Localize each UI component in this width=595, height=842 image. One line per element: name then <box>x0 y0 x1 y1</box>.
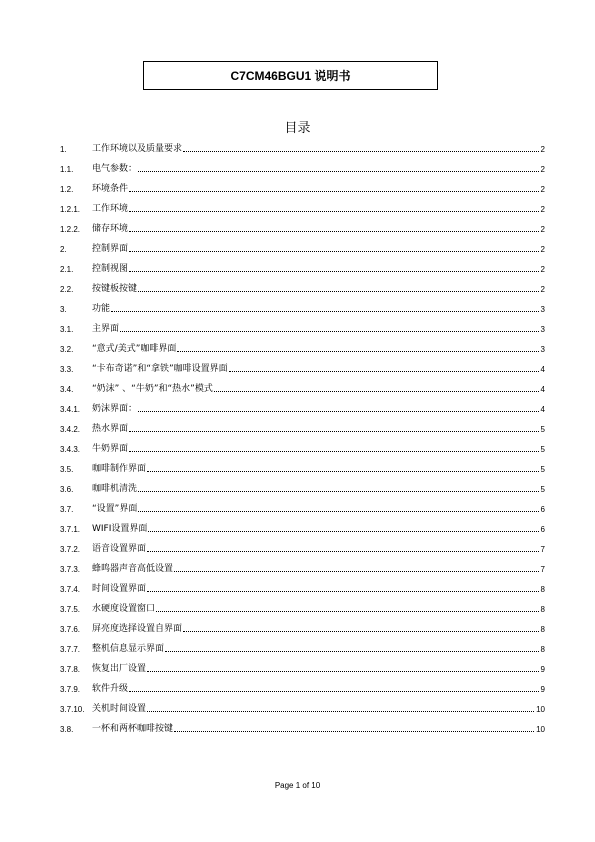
toc-dot-leader <box>156 610 539 612</box>
toc-entry-number: 3.7.9. <box>60 685 81 694</box>
toc-entry[interactable] <box>60 321 545 335</box>
toc-entry-page: 2 <box>540 265 545 274</box>
toc-entry-title: 关机时间设置 <box>92 704 147 714</box>
toc-entry-title: 主界面 <box>92 324 120 334</box>
toc-entry-page: 9 <box>540 685 545 694</box>
toc-entry[interactable] <box>60 461 545 475</box>
toc-entry-title: “奶沫” 、“牛奶”和“热水”模式 <box>92 384 213 394</box>
toc-entry-number: 1.2.1. <box>60 205 81 214</box>
toc-entry-number: 3.5. <box>60 465 74 474</box>
toc-entry-page: 5 <box>540 485 545 494</box>
toc-dot-leader <box>129 250 539 252</box>
toc-dot-leader <box>214 390 539 392</box>
toc-entry-number: 3.4.2. <box>60 425 81 434</box>
toc-entry-number: 3.7.3. <box>60 565 81 574</box>
toc-dot-leader <box>147 710 534 712</box>
toc-entry-title: 恢复出厂设置 <box>92 664 147 674</box>
toc-entry-page: 7 <box>540 565 545 574</box>
toc-dot-leader <box>129 430 539 432</box>
toc-entry-title: WIFI设置界面 <box>92 524 148 534</box>
toc-entry-title: 按键板按键 <box>92 284 138 294</box>
toc-entry-page: 6 <box>540 525 545 534</box>
toc-entry-page: 4 <box>540 365 545 374</box>
toc-dot-leader <box>147 670 539 672</box>
toc-entry-page: 3 <box>540 325 545 334</box>
toc-entry-number: 3.7.2. <box>60 545 81 554</box>
toc-dot-leader <box>120 330 539 332</box>
toc-dot-leader <box>147 470 539 472</box>
toc-entry[interactable] <box>60 201 545 215</box>
document-title: C7CM46BGU1 说明书 <box>143 61 438 90</box>
toc-entry[interactable] <box>60 521 545 535</box>
toc-heading: 目录 <box>284 121 311 136</box>
toc-entry-number: 1.1. <box>60 165 74 174</box>
toc-dot-leader <box>174 730 534 732</box>
toc-entry-number: 3.3. <box>60 365 74 374</box>
toc-dot-leader <box>148 530 538 532</box>
toc-entry-page: 4 <box>540 405 545 414</box>
toc-entry-title: 环境条件 <box>92 184 129 194</box>
toc-entry-number: 1.2.2. <box>60 225 81 234</box>
toc-dot-leader <box>129 210 539 212</box>
toc-entry-title: 整机信息显示界面 <box>92 644 165 654</box>
toc-entry[interactable] <box>60 161 545 175</box>
toc-entry-number: 3.7.6. <box>60 625 81 634</box>
toc-entry-number: 3.7.8. <box>60 665 81 674</box>
toc-entry-title: 工作环境以及质量要求 <box>92 144 183 154</box>
toc-entry[interactable] <box>60 501 545 515</box>
toc-entry-page: 8 <box>540 605 545 614</box>
toc-entry-number: 3.4. <box>60 385 74 394</box>
toc-entry[interactable] <box>60 401 545 415</box>
toc-entry-title: 语音设置界面 <box>92 544 147 554</box>
toc-entry[interactable] <box>60 141 545 155</box>
toc-dot-leader <box>129 690 539 692</box>
toc-entry-number: 3.7.7. <box>60 645 81 654</box>
toc-entry-number: 3.7.4. <box>60 585 81 594</box>
toc-entry[interactable] <box>60 681 545 695</box>
toc-entry-page: 5 <box>540 465 545 474</box>
toc-entry-number: 3.2. <box>60 345 74 354</box>
toc-entry[interactable] <box>60 481 545 495</box>
toc-entry[interactable] <box>60 261 545 275</box>
toc-entry-title: 时间设置界面 <box>92 584 147 594</box>
toc-dot-leader <box>174 570 539 572</box>
toc-entry[interactable] <box>60 341 545 355</box>
toc-dot-leader <box>138 510 538 512</box>
toc-entry-page: 6 <box>540 505 545 514</box>
toc-entry[interactable] <box>60 541 545 555</box>
toc-dot-leader <box>147 550 539 552</box>
toc-entry-number: 3.6. <box>60 485 74 494</box>
toc-dot-leader <box>183 630 539 632</box>
toc-dot-leader <box>111 310 539 312</box>
toc-entry-title: 储存环境 <box>92 224 129 234</box>
toc-entry-page: 4 <box>540 385 545 394</box>
toc-dot-leader <box>138 170 539 172</box>
toc-dot-leader <box>129 270 539 272</box>
page-footer: Page 1 of 10 <box>274 781 321 790</box>
toc-entry-number: 3.7. <box>60 505 74 514</box>
toc-entry[interactable] <box>60 661 545 675</box>
toc-entry[interactable] <box>60 581 545 595</box>
toc-entry[interactable] <box>60 561 545 575</box>
toc-dot-leader <box>129 190 539 192</box>
toc-entry[interactable] <box>60 281 545 295</box>
toc-entry-title: 咖啡机清洗 <box>92 484 138 494</box>
toc-entry-title: 控制界面 <box>92 244 129 254</box>
toc-entry-page: 2 <box>540 245 545 254</box>
toc-entry-page: 2 <box>540 165 545 174</box>
toc-entry-title: 一杯和两杯咖啡按键 <box>92 724 174 734</box>
toc-entry-title: 热水界面 <box>92 424 129 434</box>
toc-dot-leader <box>129 230 539 232</box>
toc-entry[interactable] <box>60 221 545 235</box>
toc-dot-leader <box>138 290 539 292</box>
toc-dot-leader <box>147 590 539 592</box>
toc-entry-title: “卡布奇诺”和“拿铁”咖啡设置界面 <box>92 364 228 374</box>
toc-entry-page: 5 <box>540 445 545 454</box>
toc-entry-number: 3.1. <box>60 325 74 334</box>
toc-dot-leader <box>177 350 538 352</box>
toc-entry-page: 2 <box>540 185 545 194</box>
toc-entry-title: “意式/美式”咖啡界面 <box>92 344 177 354</box>
toc-entry-number: 1. <box>60 145 67 154</box>
toc-entry-title: 电气参数： <box>92 164 138 174</box>
toc-entry-number: 3.7.1. <box>60 525 81 534</box>
toc-entry-title: 牛奶界面 <box>92 444 129 454</box>
toc-entry[interactable] <box>60 441 545 455</box>
toc-entry-number: 3.7.5. <box>60 605 81 614</box>
toc-entry-title: 控制视图 <box>92 264 129 274</box>
toc-entry-page: 5 <box>540 425 545 434</box>
toc-entry-page: 10 <box>536 705 545 714</box>
toc-entry[interactable] <box>60 241 545 255</box>
toc-entry-number: 3.4.3. <box>60 445 81 454</box>
toc-entry-page: 3 <box>540 305 545 314</box>
toc-entry-number: 2. <box>60 245 67 254</box>
toc-entry[interactable] <box>60 701 545 715</box>
toc-entry-number: 3.7.10. <box>60 705 85 714</box>
toc-entry[interactable] <box>60 181 545 195</box>
toc-entry-title: 咖啡制作界面 <box>92 464 147 474</box>
toc-dot-leader <box>138 490 539 492</box>
toc-entry-title: “设置”界面 <box>92 504 138 514</box>
toc-entry[interactable] <box>60 381 545 395</box>
toc-entry-page: 9 <box>540 665 545 674</box>
toc-dot-leader <box>129 450 539 452</box>
toc-entry-number: 3. <box>60 305 67 314</box>
toc-entry-title: 奶沫界面： <box>92 404 138 414</box>
toc-entry-page: 8 <box>540 585 545 594</box>
toc-entry-title: 水硬度设置窗口 <box>92 604 156 614</box>
toc-entry[interactable] <box>60 301 545 315</box>
toc-entry-title: 蜂鸣器声音高低设置 <box>92 564 174 574</box>
toc-entry-page: 8 <box>540 625 545 634</box>
toc-entry[interactable] <box>60 721 545 735</box>
toc-entry-page: 2 <box>540 225 545 234</box>
toc-entry-number: 2.2. <box>60 285 74 294</box>
toc-entry-number: 2.1. <box>60 265 74 274</box>
toc-entry-page: 2 <box>540 285 545 294</box>
toc-dot-leader <box>229 370 539 372</box>
toc-dot-leader <box>165 650 539 652</box>
toc-entry-page: 8 <box>540 645 545 654</box>
toc-entry-page: 3 <box>540 345 545 354</box>
toc-entry-page: 10 <box>536 725 545 734</box>
toc-entry-page: 7 <box>540 545 545 554</box>
toc-entry-number: 1.2. <box>60 185 74 194</box>
toc-entry-title: 功能 <box>92 304 111 314</box>
toc-entry-number: 3.8. <box>60 725 74 734</box>
toc-entry[interactable] <box>60 601 545 615</box>
toc-dot-leader <box>183 150 539 152</box>
toc-entry-title: 工作环境 <box>92 204 129 214</box>
toc-entry-title: 屏亮度选择设置自界面 <box>92 624 183 634</box>
toc-entry[interactable] <box>60 641 545 655</box>
toc-entry[interactable] <box>60 621 545 635</box>
toc-entry[interactable] <box>60 361 545 375</box>
toc-entry-page: 2 <box>540 145 545 154</box>
toc-entry-number: 3.4.1. <box>60 405 81 414</box>
toc-entry[interactable] <box>60 421 545 435</box>
toc-entry-title: 软件升级 <box>92 684 129 694</box>
toc-dot-leader <box>138 410 539 412</box>
toc-entry-page: 2 <box>540 205 545 214</box>
